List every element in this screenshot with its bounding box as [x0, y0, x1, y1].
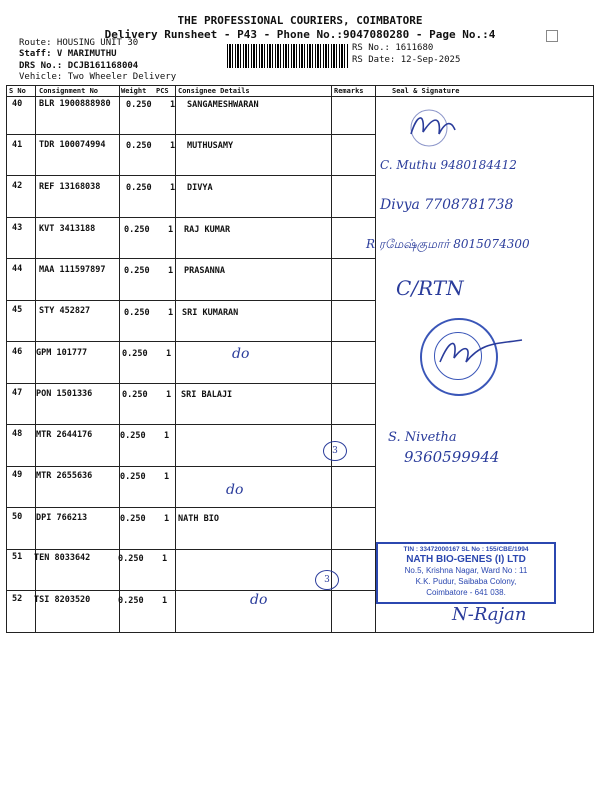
drs-label: DRS No.: DCJB161168004 — [19, 61, 139, 71]
stamp-address-3: Coimbatore - 641 038. — [426, 588, 506, 597]
company-title: THE PROFESSIONAL COURIERS, COIMBATORE — [177, 14, 423, 27]
ditto-row49: do — [226, 482, 244, 498]
row-pcs: 1 — [170, 100, 176, 110]
row-sno: 47 — [12, 388, 23, 398]
handwriting-row41: C. Muthu 9480184412 — [380, 158, 517, 172]
stamp-address-1: No.5, Krishna Nagar, Ward No : 11 — [404, 566, 528, 575]
stamp-address-2: K.K. Pudur, Saibaba Colony, — [415, 577, 517, 586]
row-pcs: 1 — [166, 390, 172, 400]
row-pcs: 1 — [164, 431, 170, 441]
row-pcs: 1 — [164, 514, 170, 524]
row-weight: 0.250 — [126, 141, 152, 151]
row-consignee: MUTHUSAMY — [187, 141, 234, 151]
handwriting-row43: R ரமேஷ்குமார் 8015074300 — [366, 237, 530, 251]
handwriting-nrajan: N-Rajan — [452, 604, 527, 625]
row-consignee: PRASANNA — [184, 266, 225, 276]
stamp-tin: TIN : 33472000167 SL No : 155/CBE/1994 — [403, 546, 529, 553]
handwriting-row44: C/RTN — [396, 276, 464, 300]
row-pcs: 1 — [170, 183, 176, 193]
row-consignee: RAJ KUMAR — [184, 225, 231, 235]
qr-mark — [546, 30, 558, 42]
row-pcs: 1 — [168, 225, 174, 235]
row-weight: 0.250 — [124, 225, 150, 235]
row-consignment: REF 13168038 — [39, 182, 101, 192]
row-sno: 50 — [12, 512, 23, 522]
ditto-row52: do — [250, 592, 268, 608]
row-sno: 48 — [12, 429, 23, 439]
row-weight: 0.250 — [122, 390, 148, 400]
row-consignee: NATH BIO — [178, 514, 219, 524]
row-pcs: 1 — [162, 596, 168, 606]
row-sno: 45 — [12, 305, 23, 315]
row-sno: 40 — [12, 99, 23, 109]
row-weight: 0.250 — [120, 472, 146, 482]
row-consignment: TSI 8203520 — [34, 595, 91, 605]
company-stamp — [376, 542, 556, 604]
handwriting-row42: Divya 7708781738 — [380, 197, 514, 213]
signature-sri-kumaran — [436, 332, 526, 376]
row-consignee: SANGAMESHWARAN — [187, 100, 259, 110]
circle-mark-row48: 3 — [323, 441, 347, 461]
row-weight: 0.250 — [124, 308, 150, 318]
row-consignment: MTR 2655636 — [36, 471, 93, 481]
ditto-row46: do — [232, 346, 250, 362]
row-consignee: SRI KUMARAN — [182, 308, 239, 318]
handwriting-row48-phone: 9360599944 — [404, 448, 500, 466]
row-weight: 0.250 — [120, 514, 146, 524]
rs-number: RS No.: 1611680 — [352, 43, 434, 53]
row-sno: 46 — [12, 347, 23, 357]
route-label: Route: HOUSING UNIT 30 — [19, 38, 139, 48]
rs-date: RS Date: 12-Sep-2025 — [352, 55, 461, 65]
row-sno: 43 — [12, 223, 23, 233]
row-pcs: 1 — [168, 308, 174, 318]
col-consignee: Consignee Details — [178, 87, 250, 95]
row-sno: 41 — [12, 140, 23, 150]
circle-mark-row51: 3 — [315, 570, 339, 590]
row-pcs: 1 — [164, 472, 170, 482]
row-consignment: MTR 2644176 — [36, 430, 93, 440]
row-consignment: PON 1501336 — [36, 389, 93, 399]
stamp-company: NATH BIO-GENES (I) LTD — [406, 554, 526, 565]
row-consignment: MAA 111597897 — [39, 265, 106, 275]
row-consignment: STY 452827 — [39, 306, 91, 316]
row-weight: 0.250 — [126, 100, 152, 110]
row-pcs: 1 — [168, 266, 174, 276]
col-pcs: PCS — [156, 87, 169, 95]
row-weight: 0.250 — [118, 596, 144, 606]
row-sno: 44 — [12, 264, 23, 274]
row-sno: 52 — [12, 594, 23, 604]
row-weight: 0.250 — [124, 266, 150, 276]
row-consignment: GPM 101777 — [36, 348, 88, 358]
row-consignment: KVT 3413188 — [39, 224, 96, 234]
row-consignee: DIVYA — [187, 183, 213, 193]
staff-label: Staff: V MARIMUTHU — [19, 49, 117, 59]
signature-sangameshwaran — [405, 104, 461, 148]
col-consignment: Consignment No — [39, 87, 99, 95]
runsheet-title: Delivery Runsheet - P43 - Phone No.:9047080280 - Page No.:4 — [104, 28, 496, 41]
row-sno: 42 — [12, 181, 23, 191]
col-remarks: Remarks — [334, 87, 364, 95]
row-pcs: 1 — [170, 141, 176, 151]
row-consignment: TEN 8033642 — [34, 553, 91, 563]
col-seal: Seal & Signature — [392, 87, 460, 95]
col-weight: Weight — [121, 87, 147, 95]
row-weight: 0.250 — [118, 554, 144, 564]
row-weight: 0.250 — [126, 183, 152, 193]
row-weight: 0.250 — [120, 431, 146, 441]
row-pcs: 1 — [162, 554, 168, 564]
barcode — [227, 44, 349, 68]
handwriting-row48-name: S. Nivetha — [388, 430, 457, 445]
row-consignee: SRI BALAJI — [181, 390, 233, 400]
row-pcs: 1 — [166, 349, 172, 359]
row-sno: 51 — [12, 552, 23, 562]
row-consignment: TDR 100074994 — [39, 140, 106, 150]
row-weight: 0.250 — [122, 349, 148, 359]
row-sno: 49 — [12, 470, 23, 480]
row-consignment: DPI 766213 — [36, 513, 88, 523]
col-sno: S No — [9, 87, 26, 95]
vehicle-label: Vehicle: Two Wheeler Delivery — [19, 72, 177, 82]
row-consignment: BLR 1900888980 — [39, 99, 111, 109]
